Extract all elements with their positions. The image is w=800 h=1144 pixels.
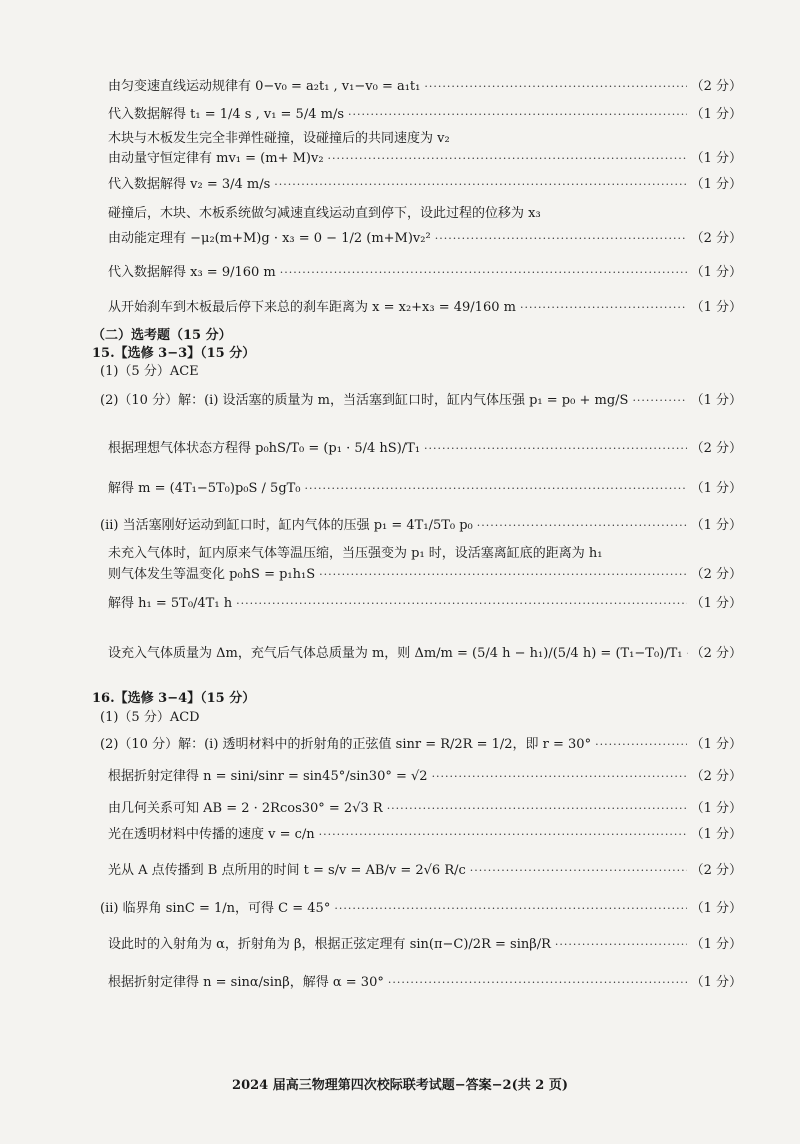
line-score: （1 分）: [690, 801, 742, 816]
dot-leader: [435, 230, 687, 247]
line-text: (ii) 当活塞刚好运动到缸口时，缸内气体的压强 p₁ = 4T₁/5T₀ p₀: [100, 518, 473, 533]
line-text: 根据理想气体状态方程得 p₀hS/T₀ = (p₁ · 5/4 hS)/T₁: [108, 441, 421, 456]
dot-leader: [520, 299, 687, 316]
line-score: （1 分）: [690, 596, 742, 611]
line-score: （1 分）: [690, 151, 742, 166]
solution-line: [100, 900, 742, 917]
dot-leader: [432, 768, 687, 785]
line-score: （1 分）: [690, 901, 742, 916]
line-score: （1 分）: [690, 177, 742, 192]
dot-leader: [236, 595, 687, 612]
dot-leader: [274, 176, 686, 193]
solution-line: [100, 517, 742, 534]
solution-line: [108, 480, 742, 497]
dot-leader: [319, 826, 687, 843]
solution-line: (1)（5 分）ACD: [100, 710, 200, 725]
line-text: 由匀变速直线运动规律有 0−v₀ = a₂t₁ , v₁−v₀ = a₁t₁: [108, 79, 421, 94]
solution-line: [108, 936, 742, 953]
dot-leader: [632, 392, 686, 409]
line-text: 则气体发生等温变化 p₀hS = p₁h₁S: [108, 567, 316, 582]
solution-line: [108, 768, 742, 785]
line-score: （1 分）: [690, 827, 742, 842]
solution-line: [108, 440, 742, 457]
line-text: 解得 m = (4T₁−5T₀)p₀S / 5gT₀: [108, 481, 301, 496]
solution-line: [100, 736, 742, 753]
line-score: （1 分）: [690, 737, 742, 752]
line-score: （2 分）: [690, 441, 742, 456]
solution-line: [108, 800, 742, 817]
line-score: （1 分）: [690, 393, 742, 408]
line-score: （1 分）: [690, 975, 742, 990]
line-text: (ii) 临界角 sinC = 1/n，可得 C = 45°: [100, 901, 331, 916]
dot-leader: [328, 150, 687, 167]
dot-leader: [424, 440, 687, 457]
dot-leader: [348, 106, 687, 123]
line-text: 根据折射定律得 n = sinα/sinβ，解得 α = 30°: [108, 975, 384, 990]
solution-line: 碰撞后，木块、木板系统做匀减速直线运动直到停下，设此过程的位移为 x₃: [108, 206, 541, 221]
line-score: （1 分）: [690, 481, 742, 496]
line-score: （1 分）: [690, 107, 742, 122]
solution-line: 未充入气体时，缸内原来气体等温压缩，当压强变为 p₁ 时，设活塞离缸底的距离为 h₁: [108, 546, 603, 561]
dot-leader: [424, 78, 686, 95]
line-text: 设此时的入射角为 α，折射角为 β，根据正弦定理有 sin(π−C)/2R = sinβ/R: [108, 937, 551, 952]
solution-line: [108, 264, 742, 281]
solution-line: [108, 230, 742, 247]
line-score: （2 分）: [690, 646, 742, 661]
solution-line: [108, 595, 742, 612]
line-score: （1 分）: [690, 518, 742, 533]
solution-line: [108, 150, 742, 167]
solution-line: [108, 78, 742, 95]
line-text: 由几何关系可知 AB = 2 · 2Rcos30° = 2√3 R: [108, 801, 383, 816]
line-text: (2)（10 分）解：(i) 透明材料中的折射角的正弦值 sinr = R/2R = 1/2，即 r = 30°: [100, 737, 592, 752]
line-score: （2 分）: [690, 769, 742, 784]
dot-leader: [477, 517, 687, 534]
line-text: 光从 A 点传播到 B 点所用的时间 t = s/v = AB/v = 2√6 R/c: [108, 863, 466, 878]
dot-leader: [280, 264, 687, 281]
line-score: （2 分）: [690, 231, 742, 246]
line-text: 代入数据解得 v₂ = 3/4 m/s: [108, 177, 271, 192]
page-footer: 2024 届高三物理第四次校际联考试题−答案−2(共 2 页): [232, 1078, 568, 1093]
dot-leader: [387, 800, 687, 817]
solution-line: [108, 176, 742, 193]
line-score: （1 分）: [690, 265, 742, 280]
question-heading: 15.【选修 3−3】（15 分）: [92, 346, 256, 361]
dot-leader: [334, 900, 686, 917]
solution-line: [108, 974, 742, 991]
line-score: （2 分）: [690, 79, 742, 94]
line-score: （1 分）: [690, 937, 742, 952]
dot-leader: [470, 862, 687, 879]
line-text: 根据折射定律得 n = sini/sinr = sin45°/sin30° = √2: [108, 769, 428, 784]
line-score: （1 分）: [690, 300, 742, 315]
line-text: 设充入气体质量为 Δm，充气后气体总质量为 m，则 Δm/m = (5/4 h − h₁)/(5/4 h) = (T₁−T₀)/T₁: [108, 646, 683, 661]
solution-line: [100, 392, 742, 409]
line-text: 从开始刹车到木板最后停下来总的刹车距离为 x = x₂+x₃ = 49/160 m: [108, 300, 516, 315]
solution-line: [108, 862, 742, 879]
line-score: （2 分）: [690, 567, 742, 582]
section-heading: （二）选考题（15 分）: [92, 328, 232, 343]
solution-line: [108, 566, 742, 583]
solution-line: [108, 106, 742, 123]
solution-line: [108, 826, 742, 843]
solution-line: 木块与木板发生完全非弹性碰撞，设碰撞后的共同速度为 v₂: [108, 131, 450, 146]
line-text: 解得 h₁ = 5T₀/4T₁ h: [108, 596, 233, 611]
line-text: 由动量守恒定律有 mv₁ = (m+ M)v₂: [108, 151, 324, 166]
solution-line: (1)（5 分）ACE: [100, 364, 199, 379]
line-text: 代入数据解得 x₃ = 9/160 m: [108, 265, 276, 280]
solution-line: [108, 299, 742, 316]
line-text: (2)（10 分）解：(i) 设活塞的质量为 m，当活塞到缸口时，缸内气体压强 p₁ = p₀ + mg/S: [100, 393, 629, 408]
dot-leader: [305, 480, 687, 497]
line-score: （2 分）: [690, 863, 742, 878]
dot-leader: [555, 936, 687, 953]
question-heading: 16.【选修 3−4】（15 分）: [92, 691, 256, 706]
line-text: 代入数据解得 t₁ = 1/4 s , v₁ = 5/4 m/s: [108, 107, 344, 122]
dot-leader: [388, 974, 687, 991]
dot-leader: [595, 736, 687, 753]
solution-line: [108, 645, 742, 662]
line-text: 光在透明材料中传播的速度 v = c/n: [108, 827, 315, 842]
dot-leader: [319, 566, 686, 583]
line-text: 由动能定理有 −μ₂(m+M)g · x₃ = 0 − 1/2 (m+M)v₂²: [108, 231, 431, 246]
